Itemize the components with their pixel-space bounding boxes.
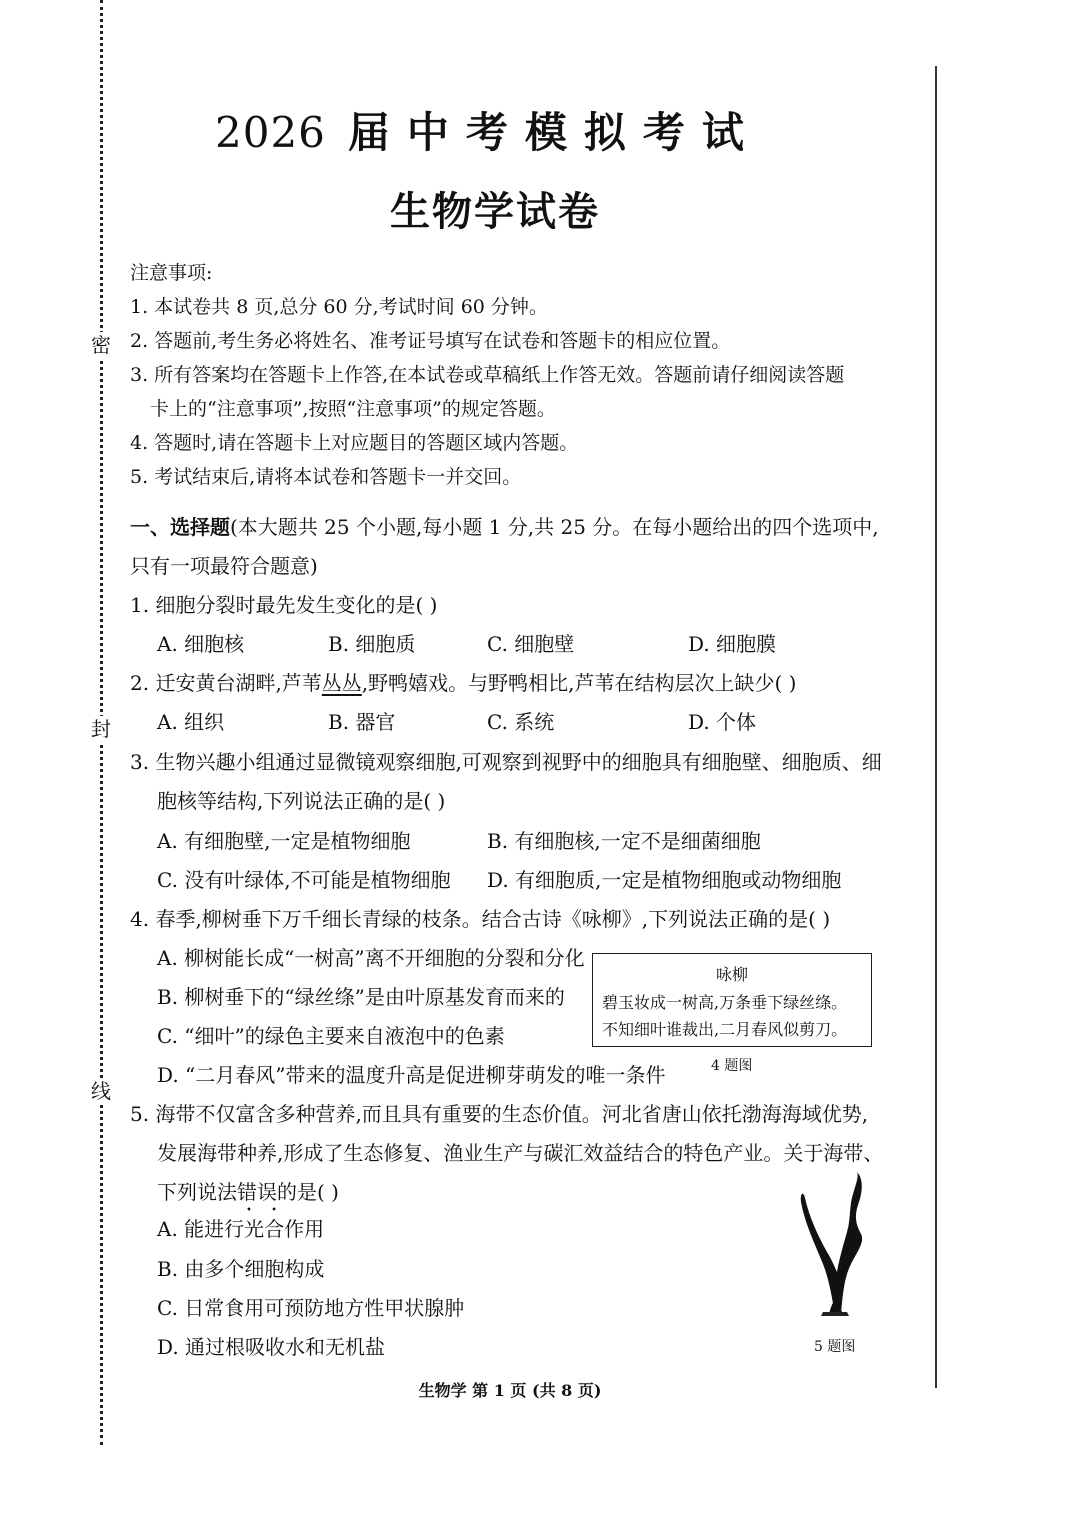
question-1-stem: 1. 细胞分裂时最先发生变化的是( ) (130, 593, 438, 617)
q2-option-b: B. 器官 (328, 710, 396, 734)
q1-option-d: D. 细胞膜 (688, 632, 777, 656)
q1-option-c: C. 细胞壁 (487, 632, 575, 656)
q5-stem-3b: 的是( ) (277, 1180, 339, 1204)
right-margin-rule (935, 66, 937, 1388)
question-5-stem-1: 5. 海带不仅富含多种营养,而且具有重要的生态价值。河北省唐山依托渤海海域优势, (130, 1102, 869, 1126)
section-desc-1: (本大题共 25 个小题,每小题 1 分,共 25 分。在每小题给出的四个选项中, (230, 515, 879, 539)
q1-option-a: A. 细胞核 (157, 632, 245, 656)
kelp-illustration (795, 1172, 875, 1322)
title-year: 2026 (215, 108, 326, 157)
question-3-stem-2: 胞核等结构,下列说法正确的是( ) (157, 789, 446, 813)
note-item-3: 3. 所有答案均在答题卡上作答,在本试卷或草稿纸上作答无效。答题前请仔细阅读答题 (130, 364, 845, 386)
question-2-stem (130, 670, 796, 696)
q2-stem-underlined: 丛丛 (321, 671, 362, 695)
seal-char-feng: 封 (88, 716, 114, 742)
q2-option-d: D. 个体 (688, 710, 757, 734)
q2-stem-b: ,野鸭嬉戏。与野鸭相比,芦苇在结构层次上缺少( ) (361, 671, 797, 695)
question-4-stem: 4. 春季,柳树垂下万千细长青绿的枝条。结合古诗《咏柳》,下列说法正确的是( ) (130, 907, 831, 931)
note-item-3-cont: 卡上的“注意事项”,按照“注意事项”的规定答题。 (150, 398, 556, 420)
seal-char-mi: 密 (88, 332, 114, 358)
q2-option-a: A. 组织 (157, 710, 225, 734)
q5-stem-emphasis: 错误 • • (237, 1180, 277, 1204)
q4-option-b: B. 柳树垂下的“绿丝绦”是由叶原基发育而来的 (157, 985, 565, 1009)
section-desc-2: 只有一项最符合题意) (130, 554, 318, 578)
q5-option-a: A. 能进行光合作用 (157, 1217, 325, 1241)
figure-5-label: 5 题图 (814, 1339, 856, 1355)
q4-option-c: C. “细叶”的绿色主要来自液泡中的色素 (157, 1024, 505, 1048)
question-3-stem-1: 3. 生物兴趣小组通过显微镜观察细胞,可观察到视野中的细胞具有细胞壁、细胞质、细 (130, 750, 882, 774)
q2-stem-a: 2. 迁安黄台湖畔,芦苇 (130, 671, 322, 695)
seal-char-xian: 线 (88, 1078, 114, 1104)
poem-line-2: 不知细叶谁裁出,二月春风似剪刀。 (602, 1020, 848, 1039)
title-text: 届中考模拟考试 (347, 108, 761, 157)
q5-option-c: C. 日常食用可预防地方性甲状腺肿 (157, 1296, 465, 1320)
poem-box (592, 953, 872, 1047)
q3-option-b: B. 有细胞核,一定不是细菌细胞 (487, 829, 761, 853)
notes-heading: 注意事项: (130, 262, 213, 284)
q5-option-b: B. 由多个细胞构成 (157, 1257, 325, 1281)
section-heading (130, 514, 879, 540)
note-item-2: 2. 答题前,考生务必将姓名、准考证号填写在试卷和答题卡的相应位置。 (130, 330, 731, 352)
q3-option-a: A. 有细胞壁,一定是植物细胞 (157, 829, 411, 853)
q4-option-a: A. 柳树能长成“一树高”离不开细胞的分裂和分化 (157, 946, 585, 970)
figure-4-label: 4 题图 (711, 1058, 753, 1074)
page-subtitle: 生物学试卷 (390, 188, 600, 235)
q5-stem-3a: 下列说法 (157, 1180, 237, 1204)
note-item-4: 4. 答题时,请在答题卡上对应题目的答题区域内答题。 (130, 432, 579, 454)
q4-option-d: D. “二月春风”带来的温度升高是促进柳芽萌发的唯一条件 (157, 1063, 666, 1087)
question-5-stem-2: 发展海带种养,形成了生态修复、渔业生产与碳汇效益结合的特色产业。关于海带、 (157, 1141, 884, 1165)
question-5-stem-3 (157, 1179, 339, 1205)
poem-line-1: 碧玉妆成一树高,万条垂下绿丝绦。 (602, 993, 848, 1012)
note-item-5: 5. 考试结束后,请将本试卷和答题卡一并交回。 (130, 466, 522, 488)
q5-option-d: D. 通过根吸收水和无机盐 (157, 1335, 386, 1359)
q2-option-c: C. 系统 (487, 710, 555, 734)
poem-title: 咏柳 (715, 965, 748, 984)
section-label: 一、选择题 (130, 515, 230, 539)
page-footer: 生物学 第 1 页 (共 8 页) (418, 1381, 602, 1400)
q1-option-b: B. 细胞质 (328, 632, 416, 656)
q3-option-d: D. 有细胞质,一定是植物细胞或动物细胞 (487, 868, 842, 892)
page-title (215, 100, 815, 164)
note-item-1: 1. 本试卷共 8 页,总分 60 分,考试时间 60 分钟。 (130, 296, 548, 318)
q3-option-c: C. 没有叶绿体,不可能是植物细胞 (157, 868, 451, 892)
